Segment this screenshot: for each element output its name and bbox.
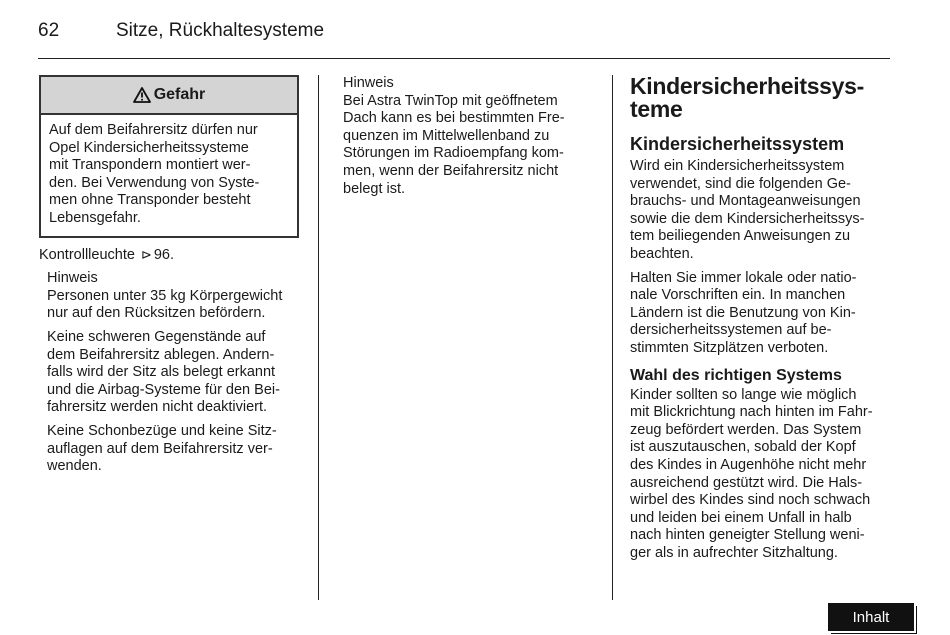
note-title: Hinweis	[47, 270, 98, 287]
note-line: Bei Astra TwinTop mit geöffnetem	[343, 92, 558, 109]
note-line: Personen unter 35 kg Körpergewicht	[47, 287, 283, 304]
warning-line: mit Transpondern montiert wer-	[49, 157, 251, 174]
note-line: Keine Schonbezüge und keine Sitz-	[47, 422, 277, 439]
title-line: Kindersicherheitssys-	[630, 73, 865, 99]
note-line: Dach kann es bei bestimmten Fre-	[343, 110, 565, 127]
reference-text: Kontrollleuchte	[39, 246, 135, 263]
danger-warning-box	[39, 75, 299, 238]
body-line: des Kindes in Augenhöhe nicht mehr	[630, 456, 867, 473]
note-line: falls wird der Sitz als belegt erkannt	[47, 364, 276, 381]
body-line: mit Blickrichtung nach hinten im Fahr-	[630, 404, 873, 421]
note-paragraph	[47, 423, 299, 476]
danger-warning-text	[41, 115, 297, 236]
subsection-title-choosing-system: Wahl des richtigen Systems	[630, 366, 842, 384]
body-line: nale Vorschriften ein. In manchen	[630, 287, 846, 304]
column-divider-right	[612, 75, 613, 600]
column-divider-left	[318, 75, 319, 600]
body-line: sowie die dem Kindersicherheitssys-	[630, 210, 865, 227]
warning-triangle-icon	[133, 87, 151, 103]
body-line: Wird ein Kindersicherheitssystem	[630, 158, 845, 174]
body-line: ist auszutauschen, sobald der Kopf	[630, 439, 856, 456]
note-line: und die Airbag-Systeme für den Bei-	[47, 381, 280, 398]
chapter-title: Sitze, Rückhaltesysteme	[116, 20, 325, 41]
subsection-title-child-safety: Kindersicherheitssystem	[630, 134, 845, 154]
body-line: dersicherheitssystemen auf be-	[630, 322, 832, 339]
note-line: dem Beifahrersitz ablegen. Andern-	[47, 346, 275, 363]
body-line: ger als in aufrechter Sitzhaltung.	[630, 544, 838, 561]
note-line: men, wenn der Beifahrersitz nicht	[343, 162, 559, 179]
column-3	[630, 75, 892, 562]
body-line: brauchs- und Montageanweisungen	[630, 193, 861, 210]
inhalt-button[interactable]: Inhalt	[828, 603, 914, 631]
page-number: 62	[38, 20, 60, 41]
note-paragraph	[47, 329, 299, 417]
body-line: zeug befördert werden. Das System	[630, 421, 862, 438]
warning-line: Lebensgefahr.	[49, 209, 141, 226]
body-line: tem beiliegenden Anweisungen zu	[630, 228, 851, 245]
body-line: Ländern ist die Benutzung von Kin-	[630, 304, 856, 321]
warning-line: Opel Kindersicherheitssysteme	[49, 139, 249, 156]
danger-warning-header	[41, 77, 297, 115]
section-main-title	[630, 75, 892, 121]
body-line: stimmten Sitzplätzen verboten.	[630, 339, 829, 356]
danger-warning-title: Gefahr	[153, 86, 206, 104]
body-line: ausreichend gestützt wird. Die Hals-	[630, 474, 863, 491]
indicator-reference	[39, 246, 299, 265]
column-2	[343, 75, 588, 198]
note-line: wenden.	[47, 458, 102, 475]
reference-page-link[interactable]: 96.	[153, 246, 175, 263]
warning-line: Auf dem Beifahrersitz dürfen nur	[49, 122, 258, 138]
note-line: Störungen im Radioempfang kom-	[343, 145, 564, 162]
body-line: verwendet, sind die folgenden Ge-	[630, 175, 851, 192]
note-line: nur auf den Rücksitzen befördern.	[47, 305, 266, 322]
note-title: Hinweis	[343, 75, 394, 91]
body-line: wirbel des Kindes sind noch schwach	[630, 492, 871, 509]
body-paragraph	[630, 270, 892, 358]
warning-line: den. Bei Verwendung von Syste-	[49, 174, 260, 191]
note-line: auflagen auf dem Beifahrersitz ver-	[47, 440, 273, 457]
page-header	[38, 18, 890, 59]
body-line: und leiden bei einem Unfall in halb	[630, 509, 852, 526]
note-block	[47, 270, 299, 476]
body-paragraph	[630, 387, 892, 563]
body-line: beachten.	[630, 245, 694, 262]
note-line: Keine schweren Gegenstände auf	[47, 328, 266, 345]
warning-line: men ohne Transponder besteht	[49, 192, 251, 209]
note-paragraph	[47, 288, 299, 323]
note-line: quenzen im Mittelwellenband zu	[343, 127, 550, 144]
body-line: Kinder sollten so lange wie möglich	[630, 386, 857, 403]
body-line: nach hinten geneigter Stellung weni-	[630, 527, 865, 544]
page-reference-arrow-icon[interactable]: ⊳	[140, 246, 152, 262]
title-line: teme	[630, 96, 683, 122]
note-line: belegt ist.	[343, 180, 406, 197]
body-line: Halten Sie immer lokale oder natio-	[630, 269, 857, 286]
note-line: fahrersitz werden nicht deaktiviert.	[47, 399, 268, 416]
body-paragraph	[630, 158, 892, 264]
column-1	[39, 75, 299, 476]
